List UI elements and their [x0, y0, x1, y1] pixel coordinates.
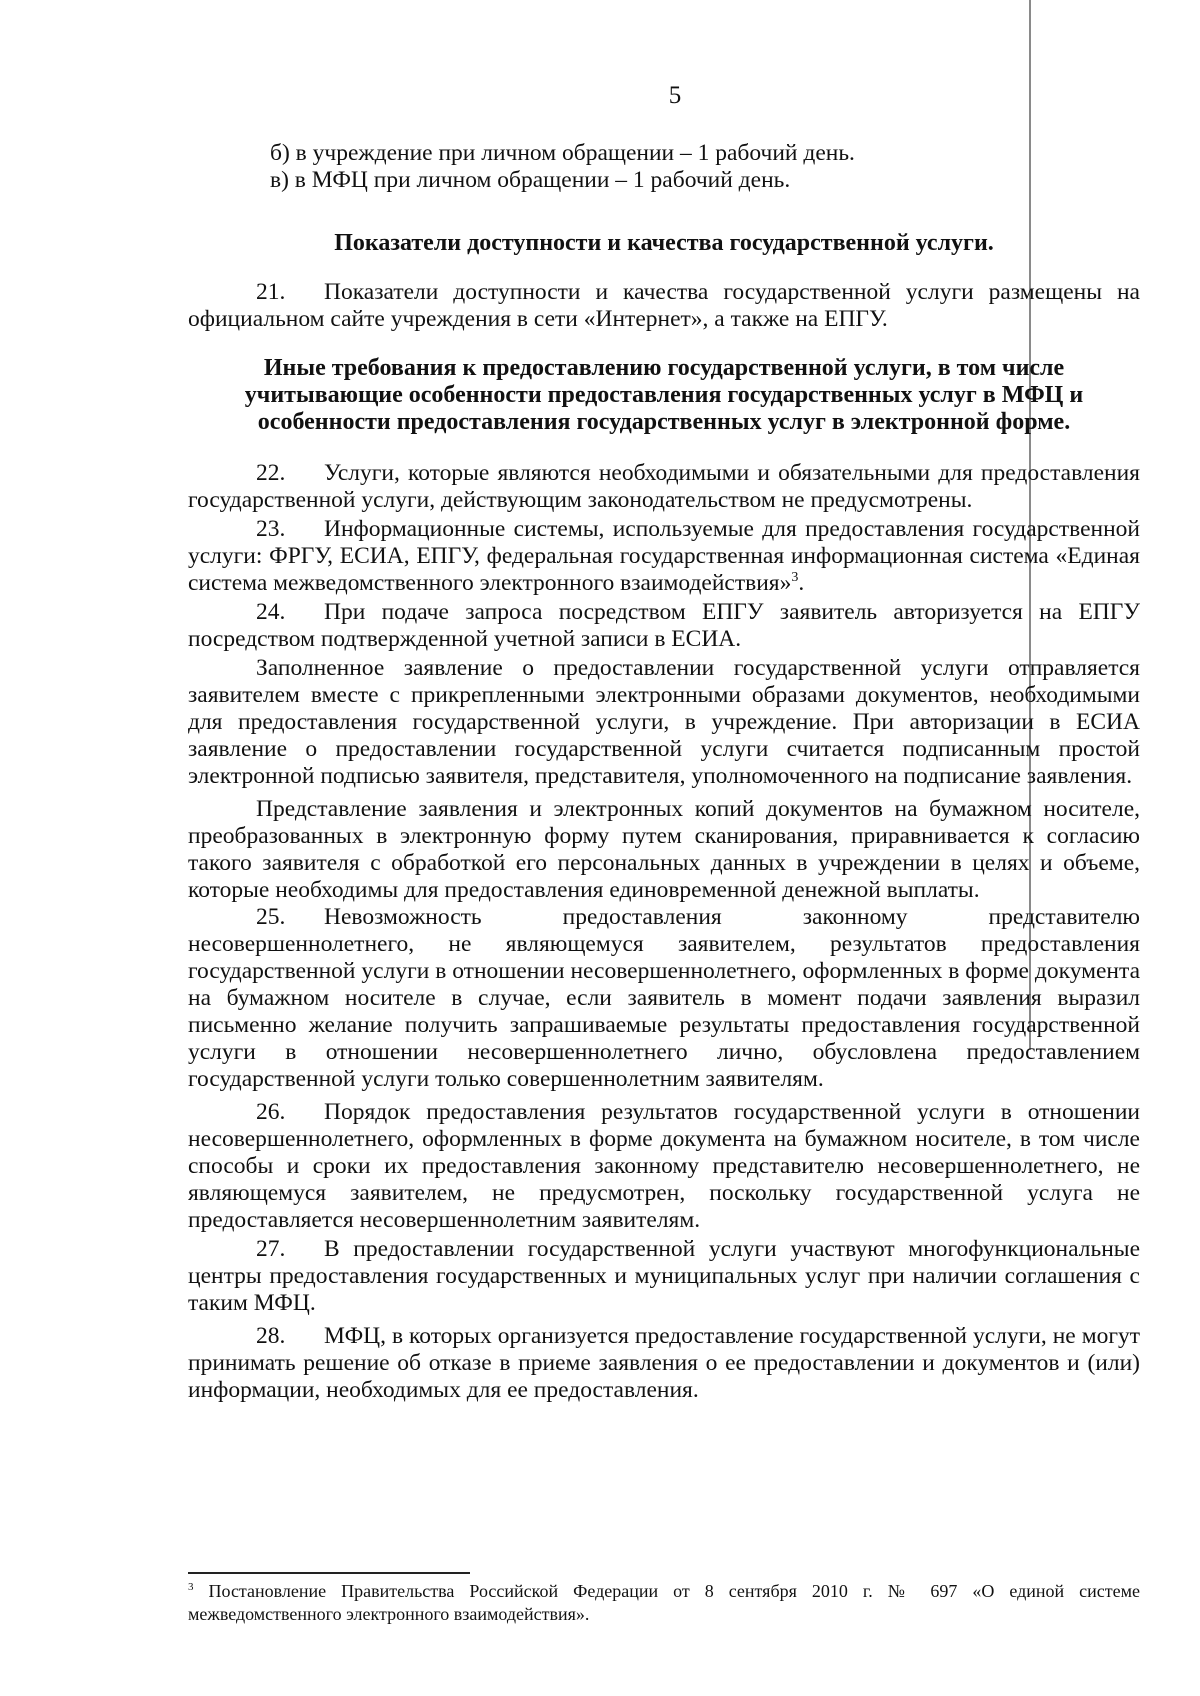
paragraph-27 [188, 1236, 1140, 1317]
footnote-text: Постановление Правительства Российской Федерации от 8 сентября 2010 г. № 697 «О единой системе межведомственного электронного взаимодействия». [188, 1581, 1141, 1624]
footnote [188, 1580, 1140, 1626]
paragraph-number: 21. [256, 279, 286, 305]
paragraph-23 [188, 516, 1140, 597]
paragraph-number: 28. [256, 1323, 286, 1349]
paragraph-text: МФЦ, в которых организуется предоставление государственной услуги, не могут принимать решение об отказе в приеме заявления о ее предоставлении и документов и (или) информации, необходимых для ее предоставления. [188, 1323, 1140, 1403]
document-body [188, 140, 1140, 1404]
paragraph-number: 27. [256, 1236, 286, 1262]
lead-line-v: в) в МФЦ при личном обращении – 1 рабочий день. [270, 167, 791, 193]
paragraph-text: Порядок предоставления результатов государственной услуги в отношении несовершеннолетнего, оформленных в форме документа на бумажном носителе, в том числе способы и сроки их предоставления законному представителю несовершеннолетнего, не являющемуся заявителем, не предусмотрен, поскольку государственной услуга не предоставляется несовершеннолетним заявителям. [188, 1099, 1140, 1233]
paragraph-number: 25. [256, 904, 286, 930]
paragraph-text: Информационные системы, используемые для предоставления государственной услуги: ФРГУ, ЕСИА, ЕПГУ, федеральная государственная информационная система «Единая система межведомственного электронного взаимодействия» [188, 516, 1140, 596]
footnote-mark: 3 [188, 1581, 194, 1593]
paragraph-25 [188, 904, 1140, 1093]
lead-line-b: б) в учреждение при личном обращении – 1 рабочий день. [270, 140, 855, 166]
paragraph-text: Показатели доступности и качества государственной услуги размещены на официальном сайте учреждения в сети «Интернет», а также на ЕПГУ. [188, 279, 1140, 332]
paragraph-21 [188, 279, 1140, 333]
paragraph-26 [188, 1099, 1140, 1234]
paragraph-number: 22. [256, 460, 286, 486]
paragraph-end: . [798, 570, 805, 596]
paragraph-text: Невозможность предоставления законному представителю несовершеннолетнего, не являющемуся заявителем, результатов предоставления государственной услуги в отношении несовершеннолетнего, оформленных в форме документа на бумажном носителе в случае, если заявитель в момент подачи заявления выразил письменно желание получить запрашиваемые результаты предоставления государственной услуги в отношении несовершеннолетнего лично, обусловлена предоставлением государственной услуги только совершеннолетним заявителям. [188, 904, 1140, 1092]
paragraph-22 [188, 460, 1140, 514]
section-heading-accessibility: Показатели доступности и качества государственной услуги. [334, 230, 994, 256]
section-heading-other-requirements: Иные требования к предоставлению государственной услуги, в том числе учитывающие особенности предоставления государственных услуг в МФЦ и особенности предоставления государственных услуг в электронной форме. [244, 355, 1084, 435]
paragraph-number: 24. [256, 599, 286, 625]
paragraph-24 [188, 599, 1140, 653]
paragraph-text: Услуги, которые являются необходимыми и обязательными для предоставления государственной услуги, действующим законодательством не предусмотрены. [188, 460, 1140, 513]
paragraph-28 [188, 1323, 1140, 1404]
footnote-reference: 3 [791, 570, 799, 586]
paragraph-text: При подаче запроса посредством ЕПГУ заявитель авторизуется на ЕПГУ посредством подтвержденной учетной записи в ЕСИА. [188, 599, 1140, 652]
paragraph-24-scan-consent: Представление заявления и электронных копий документов на бумажном носителе, преобразованных в электронную форму путем сканирования, приравнивается к согласию такого заявителя с обработкой его персональных данных в учреждении в целях и объеме, которые необходимы для предоставления единовременной денежной выплаты. [188, 796, 1140, 903]
page-number: 5 [668, 82, 682, 109]
paragraph-number: 23. [256, 516, 286, 542]
paragraph-number: 26. [256, 1099, 286, 1125]
paragraph-24-continued: Заполненное заявление о предоставлении государственной услуги отправляется заявителем вместе с прикрепленными электронными образами документов, необходимыми для предоставления государственной услуги, в учреждение. При авторизации в ЕСИА заявление о предоставлении государственной услуги считается подписанным простой электронной подписью заявителя, представителя, уполномоченного на подписание заявления. [188, 655, 1140, 789]
footnote-separator [188, 1572, 470, 1574]
paragraph-text: В предоставлении государственной услуги участвуют многофункциональные центры предоставления государственных и муниципальных услуг при наличии соглашения с таким МФЦ. [188, 1236, 1140, 1316]
